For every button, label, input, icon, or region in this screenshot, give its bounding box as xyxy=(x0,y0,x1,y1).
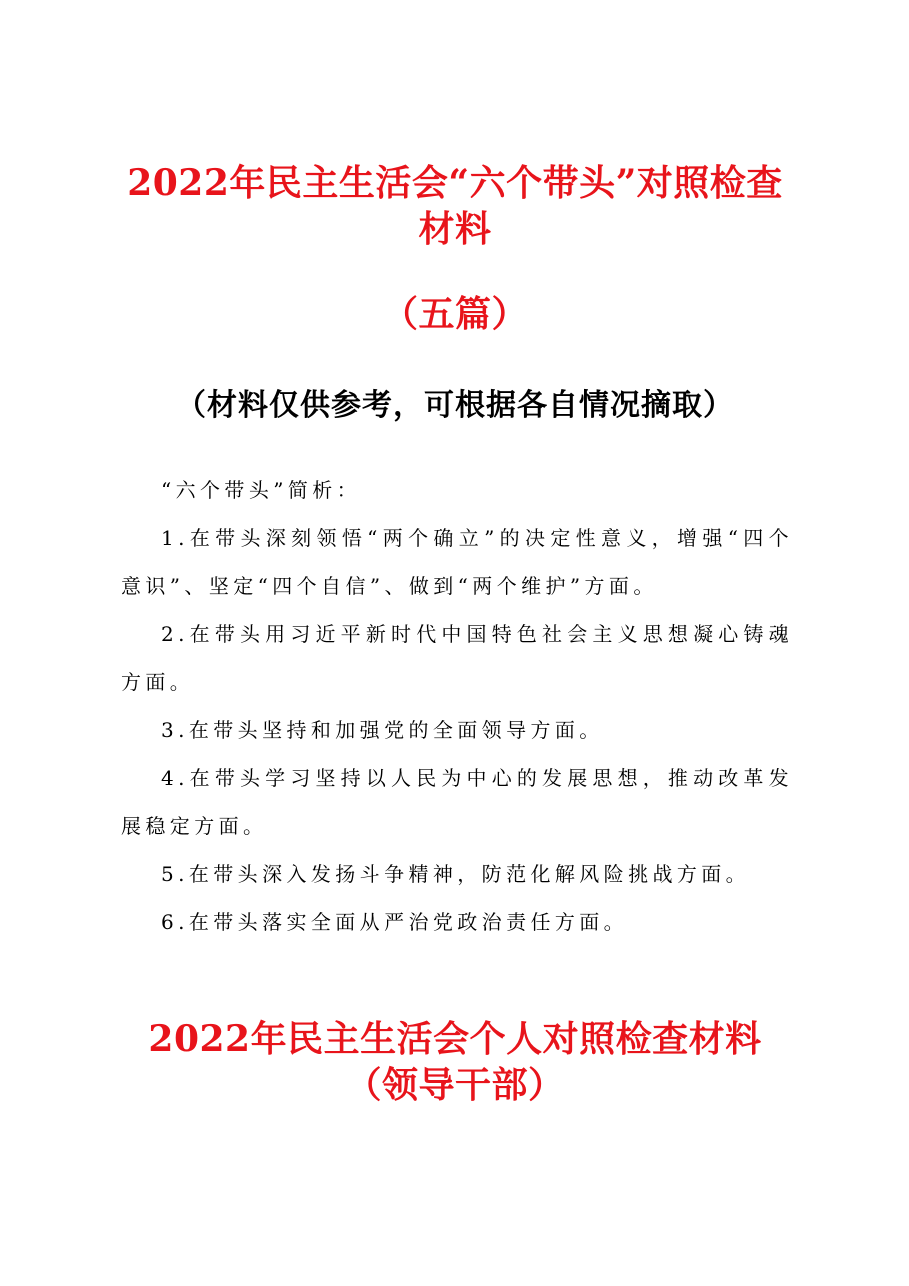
document-title: 2022年民主生活会“六个带头”对照检查材料 xyxy=(127,162,783,250)
list-item: 3.在带头坚持和加强党的全面领导方面。 xyxy=(161,718,604,742)
overview-intro: “六个带头”简析： xyxy=(161,478,362,502)
volume-count: （五篇） xyxy=(381,293,528,335)
list-item: 2.在带头用习近平新时代中国特色社会主义思想凝心铸魂方面。 xyxy=(121,622,793,694)
overview-section xyxy=(121,466,793,946)
section-title: 2022年民主生活会个人对照检查材料（领导干部） xyxy=(148,1018,762,1106)
reference-note: （材料仅供参考，可根据各自情况摘取） xyxy=(176,388,734,423)
list-item: 1.在带头深刻领悟“两个确立”的决定性意义，增强“四个意识”、坚定“四个自信”、做到“两个维护”方面。 xyxy=(121,526,793,598)
list-item: 6.在带头落实全面从严治党政治责任方面。 xyxy=(161,910,629,934)
list-item: 4.在带头学习坚持以人民为中心的发展思想，推动改革发展稳定方面。 xyxy=(121,766,793,838)
list-item: 5.在带头深入发扬斗争精神，防范化解风险挑战方面。 xyxy=(161,862,751,886)
